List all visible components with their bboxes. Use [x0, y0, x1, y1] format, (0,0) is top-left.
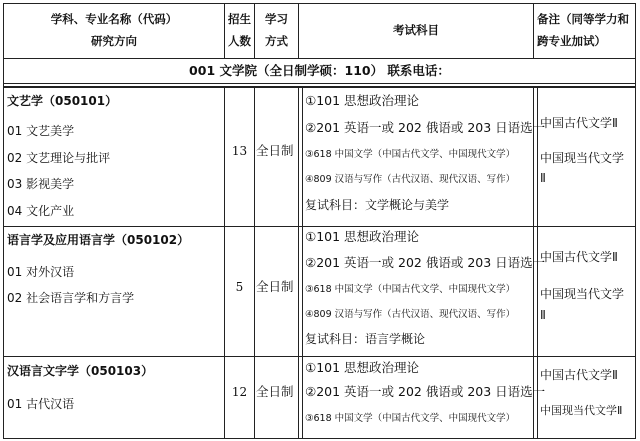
row-divider — [3, 226, 636, 227]
note-item: 中国现当代文学Ⅱ — [540, 404, 623, 417]
exam-item: ③618 中国文学（中国古代文学、中国现代文学） — [305, 284, 516, 295]
direction-item: 02 文艺理论与批评 — [7, 151, 111, 165]
header-notes: 备注（同等学力和 — [537, 12, 629, 26]
exam-item: ④809 汉语与写作（古代汉语、现代汉语、写作） — [305, 309, 516, 320]
exam-item: ③618 中国文学（中国古代文学、中国现代文学） — [305, 413, 516, 424]
row-divider — [3, 356, 636, 357]
exam-item: ①101 思想政治理论 — [305, 93, 420, 108]
col-divider-double — [302, 87, 303, 439]
major-name: 文艺学（050101） — [7, 94, 118, 108]
table-border-bottom — [3, 438, 636, 439]
exam-item: ②201 英语一或 202 俄语或 203 日语选一 — [305, 384, 546, 399]
direction-item: 02 社会语言学和方言学 — [7, 291, 135, 305]
exam-item: ④809 汉语与写作（古代汉语、现代汉语、写作） — [305, 174, 516, 185]
direction-item: 01 对外汉语 — [7, 265, 75, 279]
header-subject: 学科、专业名称（代码） — [50, 12, 178, 26]
college-row-divider-double — [3, 86, 636, 88]
note-item: 中国古代文学Ⅱ — [540, 368, 618, 382]
header-enroll: 招生 — [228, 12, 251, 26]
exam-item: ②201 英语一或 202 俄语或 203 日语选一 — [305, 120, 546, 135]
exam-item: ①101 思想政治理论 — [305, 360, 420, 375]
header-count: 人数 — [228, 34, 251, 48]
major-name: 语言学及应用语言学（050102） — [7, 233, 190, 247]
college-title: 001 文学院（全日制学硕：110） 联系电话： — [189, 63, 450, 78]
header-direction: 研究方向 — [91, 34, 137, 48]
note-item: 中国现当代文学 — [540, 287, 625, 301]
exam-item: ②201 英语一或 202 俄语或 203 日语选一 — [305, 255, 546, 270]
direction-item: 01 古代汉语 — [7, 397, 75, 411]
note-item: Ⅱ — [540, 171, 546, 185]
note-item: Ⅱ — [540, 308, 546, 322]
table-border-top — [3, 3, 636, 4]
study-mode: 全日制 — [256, 143, 294, 158]
note-item: 中国古代文学Ⅱ — [540, 116, 618, 130]
note-item: 中国现当代文学 — [540, 151, 625, 165]
study-mode: 全日制 — [256, 384, 294, 399]
direction-item: 04 文化产业 — [7, 204, 75, 218]
header-notes-2: 跨专业加试） — [537, 34, 606, 48]
note-item: 中国古代文学Ⅱ — [540, 250, 618, 264]
header-divider — [3, 58, 636, 59]
major-name: 汉语言文字学（050103） — [7, 364, 154, 378]
header-mode: 方式 — [265, 34, 288, 48]
enroll-count: 5 — [235, 280, 244, 294]
exam-item: ③618 中国文学（中国古代文学、中国现代文学） — [305, 149, 516, 160]
header-study: 学习 — [265, 12, 288, 26]
enroll-count: 12 — [231, 385, 248, 399]
header-exams: 考试科目 — [393, 23, 439, 37]
college-row-divider — [3, 83, 636, 84]
col-divider — [298, 87, 299, 439]
exam-item: ①101 思想政治理论 — [305, 229, 420, 244]
col-divider — [254, 87, 255, 439]
table-border-right — [635, 3, 636, 439]
direction-item: 03 影视美学 — [7, 177, 75, 191]
direction-item: 01 文艺美学 — [7, 124, 75, 138]
col-divider — [533, 3, 534, 59]
exam-item: 复试科目：语言学概论 — [305, 332, 426, 346]
enroll-count: 13 — [231, 144, 248, 158]
study-mode: 全日制 — [256, 279, 294, 294]
exam-item: 复试科目：文学概论与美学 — [305, 198, 450, 212]
